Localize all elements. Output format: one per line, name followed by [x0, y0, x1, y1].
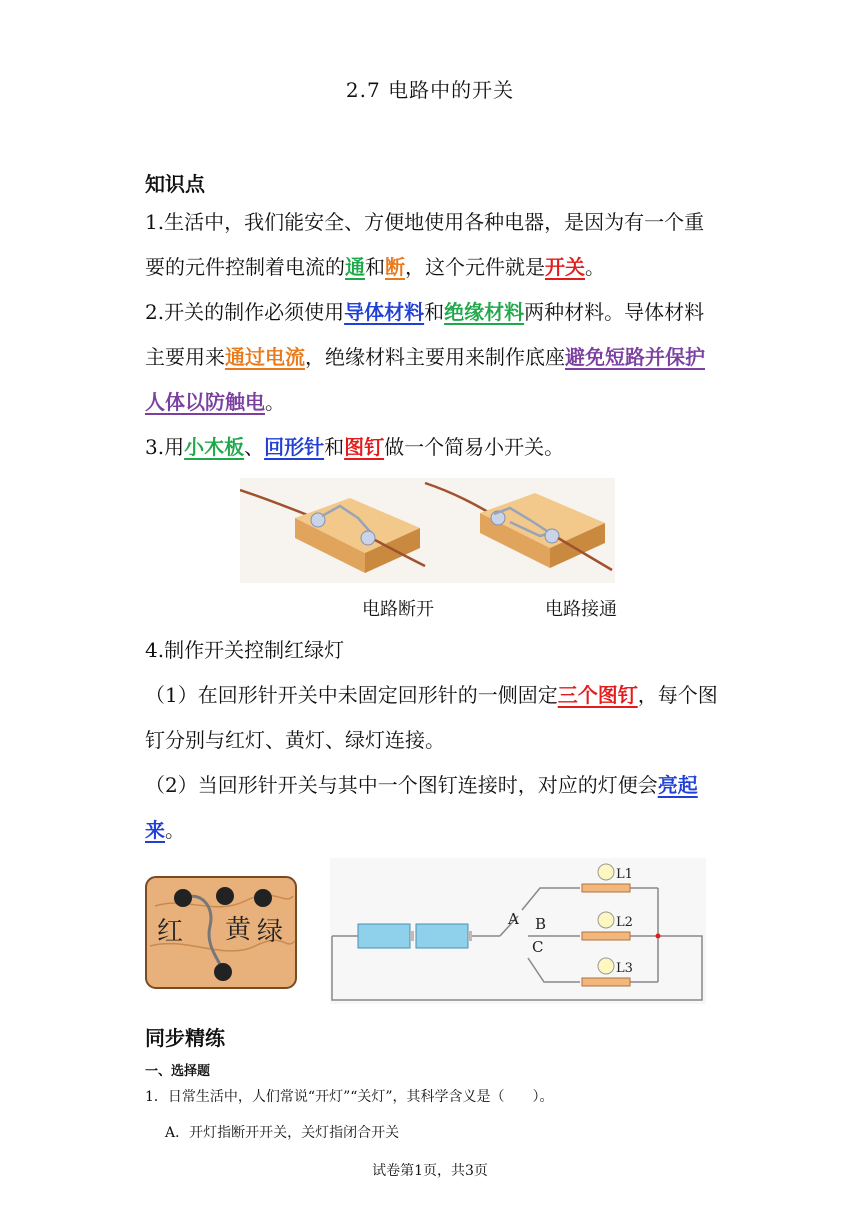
p2-text-d: ，绝缘材料主要用来制作底座	[305, 345, 565, 369]
p5-text-a: （1）在回形针开关中未固定回形针的一侧固定	[145, 683, 558, 707]
label-green: 绿	[257, 917, 284, 947]
keyword-pass-current: 通过电流	[225, 345, 305, 369]
p3-text-b: 、	[244, 435, 265, 459]
switch-label-b: B	[535, 915, 547, 933]
label-yellow: 黄	[225, 915, 252, 945]
pin-yellow	[216, 887, 234, 905]
keyword-conductor: 导体材料	[344, 300, 425, 324]
switch-label-c: C	[532, 938, 544, 956]
p3-text-d: 做一个简易小开关。	[384, 435, 565, 459]
lamp-base-3	[582, 978, 630, 986]
switch-label-a: A	[508, 910, 519, 928]
pin-red	[174, 889, 192, 907]
pin-common	[214, 963, 232, 981]
p3-text-c: 和	[324, 435, 345, 459]
battery-2	[416, 924, 468, 948]
p1-text-d: 。	[585, 255, 605, 279]
battery-2-tip	[468, 931, 472, 941]
p3-text-a: 3.用	[145, 435, 185, 459]
lamp-base-1	[582, 884, 630, 892]
keyword-avoid-short: 避免短路并保护人体以防触电	[145, 345, 705, 414]
keyword-insulator: 绝缘材料	[444, 300, 525, 324]
keyword-light-up: 亮起来	[145, 773, 698, 842]
p2-text-b: 和	[424, 300, 445, 324]
keyword-duan: 断	[385, 255, 405, 279]
p5-text-b: ，每个图钉分别与红灯、黄灯、绿灯连接。	[145, 683, 718, 752]
paragraph-1	[145, 200, 720, 290]
pin-left-2	[361, 531, 375, 545]
p6-text-b: 。	[165, 818, 185, 842]
bulb-2	[598, 912, 614, 928]
keyword-paperclip: 回形针	[264, 435, 325, 459]
lamp-label-l3: L3	[616, 961, 633, 976]
page-footer: 试卷第1页，共3页	[372, 1163, 488, 1179]
lamp-label-l1: L1	[616, 867, 633, 882]
paragraph-2	[145, 290, 720, 425]
switch-illustration	[240, 478, 615, 583]
p1-text-c: ，这个元件就是	[405, 255, 545, 279]
pin-green	[254, 889, 272, 907]
label-red: 红	[157, 917, 184, 947]
paragraph-6	[145, 763, 720, 853]
keyword-board: 小木板	[184, 435, 245, 459]
p1-text-a: 1.生活中，我们能安全、方便地使用各种电器，是因为有一个重要的元件控制着电流的	[145, 210, 705, 279]
section-heading-practice: 同步精练	[145, 1026, 225, 1050]
pin-right-2	[545, 529, 559, 543]
p2-text-e: 。	[265, 390, 285, 414]
paragraph-4: 4.制作开关控制红绿灯	[145, 638, 345, 662]
traffic-light-switch-board	[145, 876, 297, 989]
keyword-three-pins: 三个图钉	[557, 683, 638, 707]
paragraph-5	[145, 673, 720, 763]
caption-open: 电路断开	[362, 599, 434, 620]
p6-text-a: （2）当回形针开关与其中一个图钉连接时，对应的灯便会	[145, 773, 658, 797]
keyword-pushpin: 图钉	[344, 435, 385, 459]
caption-closed: 电路接通	[545, 599, 617, 620]
section-heading-knowledge: 知识点	[145, 172, 205, 196]
lamp-base-2	[582, 932, 630, 940]
circuit-diagram	[330, 858, 706, 1004]
question-1-option-a: A．开灯指断开开关，关灯指闭合开关	[165, 1125, 400, 1141]
p1-text-b: 和	[365, 255, 385, 279]
paragraph-3	[145, 425, 720, 470]
p2-text-a: 2.开关的制作必须使用	[145, 300, 345, 324]
bulb-1	[598, 864, 614, 880]
question-1: 1．日常生活中，人们常说“开灯”“关灯”，其科学含义是（ ）。	[145, 1089, 554, 1105]
battery-1-tip	[410, 931, 414, 941]
junction-dot	[656, 934, 661, 939]
keyword-switch: 开关	[545, 255, 585, 279]
page-title: 2.7 电路中的开关	[345, 78, 515, 102]
p2-text-c: 两种材料。导体材料主要用来	[145, 300, 705, 369]
lamp-label-l2: L2	[616, 915, 633, 930]
subsection-heading: 一、选择题	[145, 1064, 211, 1079]
battery-1	[358, 924, 410, 948]
keyword-tong: 通	[345, 255, 365, 279]
bulb-3	[598, 958, 614, 974]
